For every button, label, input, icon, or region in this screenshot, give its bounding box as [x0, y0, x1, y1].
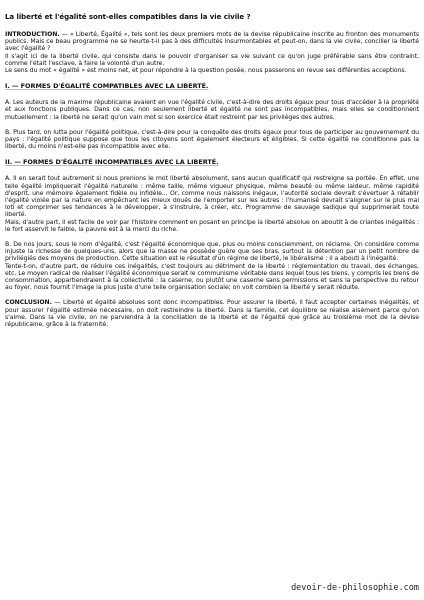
document-title: La liberté et l'égalité sont-elles compatibles dans la vie civile ?	[5, 13, 251, 21]
introduction-paragraph	[5, 31, 419, 74]
section-2-paragraph-a	[5, 175, 419, 233]
introduction-label: INTRODUCTION.	[5, 31, 60, 38]
section-2-paragraph-b	[5, 241, 419, 291]
site-watermark: devoir-de-philosophie.com	[291, 583, 419, 593]
section-1-heading: I. — FORMES D'ÉGALITÉ COMPATIBLES AVEC LA LIBERTÉ.	[5, 82, 209, 91]
document-body	[5, 13, 419, 336]
section-2-heading: II. — FORMES D'ÉGALITÉ INCOMPATIBLES AVEC LA LIBERTÉ.	[5, 158, 219, 167]
introduction-line-1: — « Liberté, Égalité », tels sont les deux premiers mots de la devise républicaine inscrite au fronton des monuments publics. Mais ce beau programme ne se heurte-t-il pas à des difficultés insurmontables et peut-on, dans la vie civile, concilier la liberté avec l'égalité ?	[5, 31, 419, 53]
section-1-paragraph-a: A. Les auteurs de la maxime républicaine avaient en vue l'égalité civile, c'est-à-dire des droits égaux pour tous d'accéder à la propriété et aux fonctions publiques. Dans ce cas, non seulement liberté et égalité ne sont pas incompatibles, mais elles se conditionnent mutuellement : la liberté ne serait qu'un vain mot si son exercice était restreint par les privilèges des autres.	[5, 99, 419, 121]
introduction-line-3: Le sens du mot « égalité » est moins net, et pour répondre à la question posée, nous passerons en revue ses différentes acceptions.	[5, 67, 407, 75]
section-1-paragraph-b: B. Plus tard, on lutta pour l'égalité politique, c'est-à-dire pour la conquête des droits égaux pour tous de participer au gouvernement du pays : l'égalité politique suppose que tous les citoyens sont également électeurs et éligibles. Si cette égalité ne conditionne pas la liberté, du moins n'est-elle pas incompatible avec elle.	[5, 128, 419, 151]
conclusion-label: CONCLUSION.	[5, 299, 52, 307]
section-2-b-line-2: Tente-t-on, d'autre part, de réduire ces inégalités, c'est toujours au détriment de la liberté : réglementation du travail, des échanges, etc. Le moyen radical de réaliser l'égalité économique serait le communisme véritable dans lequel tous les biens, y compris les biens de consommation, appartiendraient à la collectivité : la caserne, ou plutôt une caserne sans permissions et sans la perspective du retour au foyer, nous fournit l'image la plus juste d'une telle organisation sociale; on voit combien la liberté y serait réduite.	[5, 262, 419, 292]
section-2-a-line-2: Mais, d'autre part, il est facile de voir par l'histoire comment en posant en principe la liberté absolue on aboutit à de criantes inégalités : le fort asservit le faible, la pauvre est à la merci du riche.	[5, 218, 419, 233]
section-2-b-line-1: B. De nos jours, sous le nom d'égalité, c'est l'égalité économique que, plus ou moins consciemment, on réclame. On considère comme injuste la richesse de quelques-uns, alors que la masse ne possède guère que ses bras, surtout la détention par un petit nombre de privilégiés des moyens de production. Cette situation est le résultat d'un régime de liberté, le libéralisme : il a abouti à l'inégalité.	[5, 241, 419, 263]
introduction-line-2: Il s'agit ici de la liberté civile, qui consiste dans le pouvoir d'organiser sa vie suivant ce qu'on juge préférable sans être contraint, comme l'était l'esclave, à faire la volonté d'un autre.	[5, 52, 419, 67]
section-2-a-line-1: A. Il en serait tout autrement si nous prenions le mot liberté absolument, sans aucun qualificatif qui restreigne sa portée. En effet, une telle égalité impliquerait l'égalité naturelle : même taille, même vigueur physique, même beauté ou même laideur, même rapidité d'esprit, une mémoire également fidèle ou infidèle... Or, comme nous naissons inégaux, l'autorité sociale devrait s'évertuer à rétablir l'égalité violée par la nature en empêchant les mieux doués de l'emporter sur les autres : l'humanisé devrait s'aligner sur le plus mal loti et comprimer ses tendances à le développer, à s'instruire, à créer, etc. Programme de sauvage sadique qui supprimerait toute liberté.	[5, 175, 419, 219]
conclusion-paragraph	[5, 299, 419, 328]
conclusion-text: — Liberté et égalité absolues sont donc incompatibles. Pour assurer la liberté, il faut accepter certaines inégalités, et pour assurer l'égalité estimée nécessaire, on doit restreindre la liberté. Dans la famille, cet équilibre se réalise aisément parce qu'on s'aime. Dans la vie civile, on ne parviendra à la conciliation de la liberté et de l'égalité que grâce au troisième mot de la devise républicaine, grâce à la fraternité.	[5, 299, 419, 329]
